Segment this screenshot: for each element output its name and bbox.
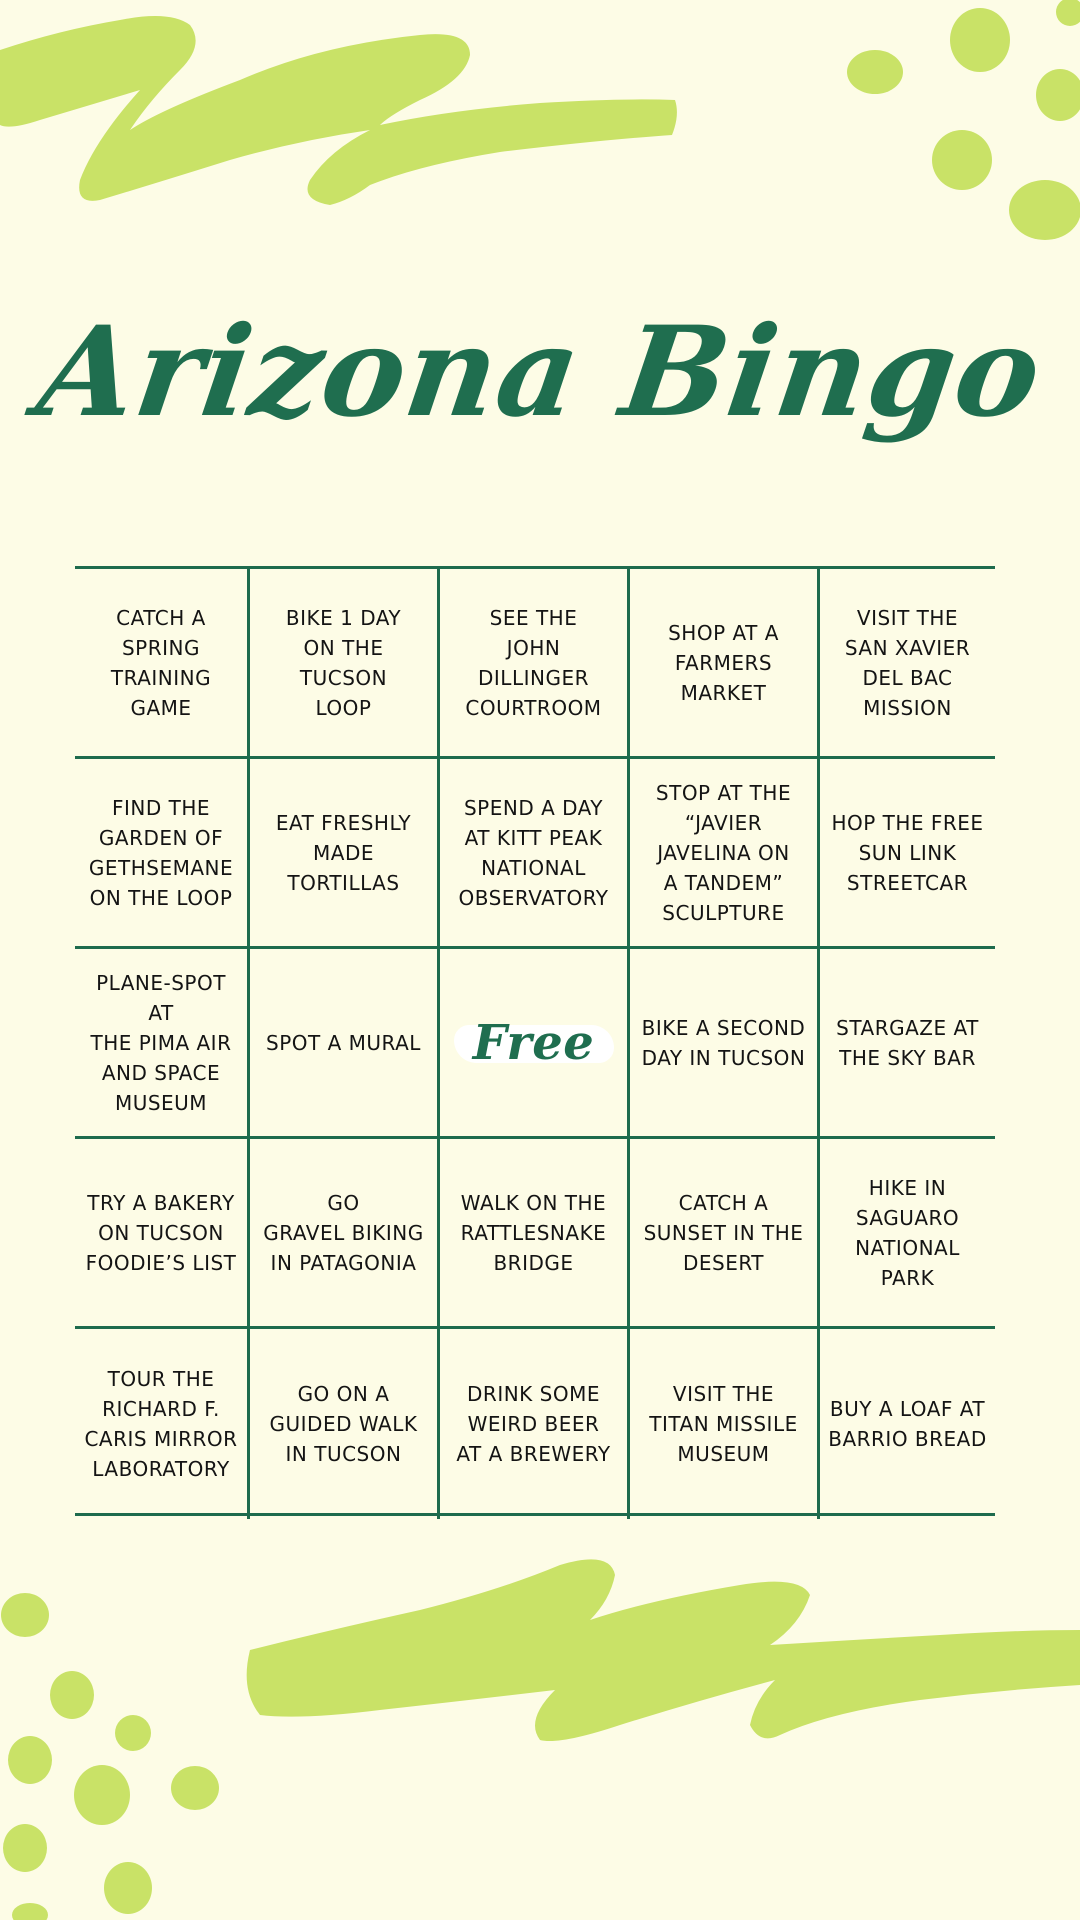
- free-label: Free: [472, 1014, 595, 1071]
- bingo-cell[interactable]: HIKE IN SAGUARO NATIONAL PARK: [820, 1139, 995, 1329]
- bingo-cell[interactable]: SPOT A MURAL: [250, 949, 440, 1139]
- bingo-cell[interactable]: DRINK SOME WEIRD BEER AT A BREWERY: [440, 1329, 630, 1519]
- bingo-cell[interactable]: CATCH A SUNSET IN THE DESERT: [630, 1139, 820, 1329]
- bingo-grid: [75, 566, 995, 1516]
- bingo-cell[interactable]: PLANE-SPOT AT THE PIMA AIR AND SPACE MUSEUM: [75, 949, 250, 1139]
- bingo-cell[interactable]: TRY A BAKERY ON TUCSON FOODIE’S LIST: [75, 1139, 250, 1329]
- bingo-cell[interactable]: BUY A LOAF AT BARRIO BREAD: [828, 1397, 987, 1451]
- bingo-cell-free[interactable]: [440, 949, 630, 1139]
- bingo-cell[interactable]: SEE THE JOHN DILLINGER COURTROOM: [440, 569, 630, 759]
- top-brush-stroke: [0, 16, 677, 205]
- bingo-cell[interactable]: SPEND A DAY AT KITT PEAK NATIONAL OBSERVATORY: [440, 759, 630, 949]
- free-space: [454, 1013, 614, 1073]
- bingo-cell[interactable]: HOP THE FREE SUN LINK STREETCAR: [820, 759, 995, 949]
- page-title: Arizona Bingo: [29, 300, 1051, 445]
- bingo-cell[interactable]: TOUR THE RICHARD F. CARIS MIRROR LABORATORY: [75, 1329, 250, 1519]
- bingo-cell[interactable]: SHOP AT A FARMERS MARKET: [630, 569, 820, 759]
- bingo-cell[interactable]: VISIT THE SAN XAVIER DEL BAC MISSION: [820, 569, 995, 759]
- bingo-cell[interactable]: WALK ON THE RATTLESNAKE BRIDGE: [440, 1139, 630, 1329]
- bingo-cell[interactable]: CATCH A SPRING TRAINING GAME: [75, 569, 250, 759]
- bingo-cell[interactable]: BIKE 1 DAY ON THE TUCSON LOOP: [250, 569, 440, 759]
- bottom-brush-stroke: [247, 1559, 1080, 1741]
- bingo-cell[interactable]: GO ON A GUIDED WALK IN TUCSON: [250, 1329, 440, 1519]
- bingo-cell[interactable]: FIND THE GARDEN OF GETHSEMANE ON THE LOOP: [75, 759, 250, 949]
- bingo-cell[interactable]: STOP AT THE “JAVIER JAVELINA ON A TANDEM” SCULPTURE: [630, 759, 820, 949]
- bingo-cell[interactable]: VISIT THE TITAN MISSILE MUSEUM: [630, 1329, 820, 1519]
- bingo-cell[interactable]: BIKE A SECOND DAY IN TUCSON: [630, 949, 820, 1139]
- bingo-cell[interactable]: STARGAZE AT THE SKY BAR: [820, 949, 995, 1139]
- bingo-cell[interactable]: GO GRAVEL BIKING IN PATAGONIA: [250, 1139, 440, 1329]
- bingo-cell[interactable]: EAT FRESHLY MADE TORTILLAS: [250, 759, 440, 949]
